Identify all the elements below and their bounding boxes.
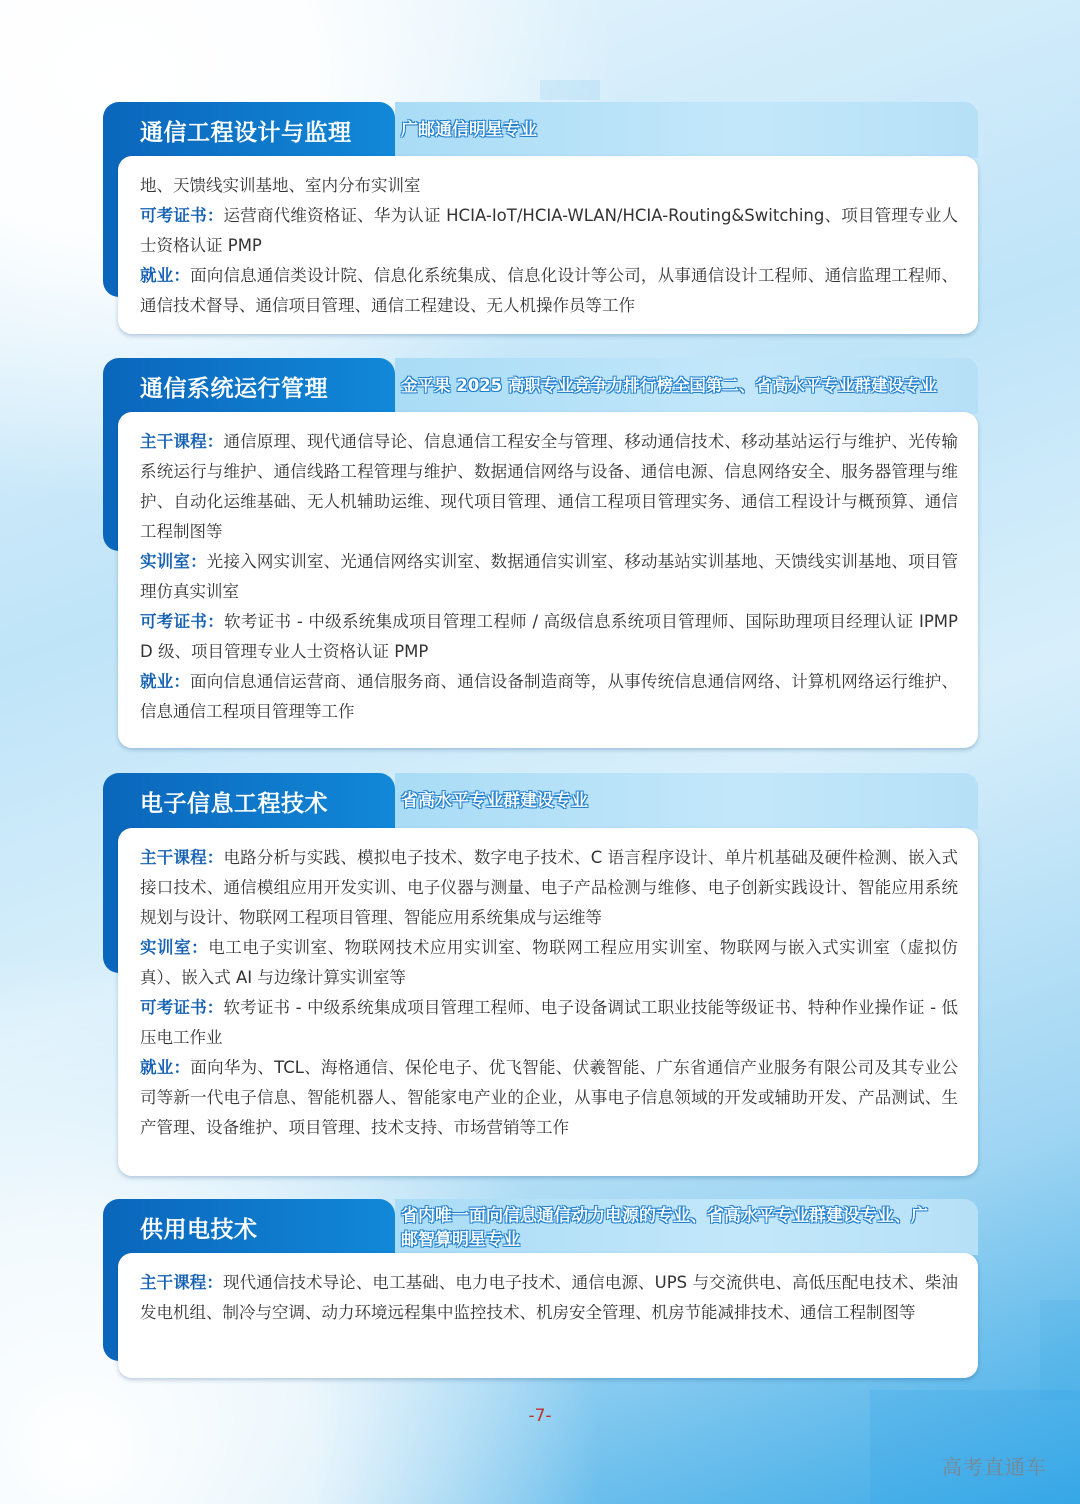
entry-text: 软考证书 - 中级系统集成项目管理工程师、电子设备调试工职业技能等级证书、特种作业操作证 - 低压电工作业 xyxy=(140,998,959,1047)
section-badge: 金平果 2025 高职专业竞争力排行榜全国第二、省高水平专业群建设专业 xyxy=(401,376,937,395)
entry-label: 主干课程： xyxy=(140,848,224,867)
section-badge-banner xyxy=(395,1199,978,1255)
section-card xyxy=(118,412,978,748)
entry-text: 现代通信技术导论、电工基础、电力电子技术、通信电源、UPS 与交流供电、高低压配电技术、柴油发电机组、制冷与空调、动力环境远程集中监控技术、机房安全管理、机房节能减排技术、通信工程制图等 xyxy=(140,1273,959,1322)
section-1 xyxy=(103,358,978,750)
section-badge-banner xyxy=(395,773,978,829)
section-title: 通信系统运行管理 xyxy=(140,376,328,402)
entry-text: 运营商代维资格证、华为认证 HCIA-IoT/HCIA-WLAN/HCIA-Routing&Switching、项目管理专业人士资格认证 PMP xyxy=(140,206,959,255)
watermark: 高考直通车 xyxy=(942,1455,1047,1479)
entry-text: 通信原理、现代通信导论、信息通信工程安全与管理、移动通信技术、移动基站运行与维护、光传输系统运行与维护、通信线路工程管理与维护、数据通信网络与设备、通信电源、信息网络安全、服务器管理与维护、自动化运维基础、无人机辅助运维、现代项目管理、通信工程项目管理实务、通信工程设计与概预算、通信工程制图等 xyxy=(140,432,959,541)
entry xyxy=(140,933,958,993)
section-title: 电子信息工程技术 xyxy=(140,791,328,817)
entry-label: 就业： xyxy=(140,266,191,285)
entry-text: 光接入网实训室、光通信网络实训室、数据通信实训室、移动基站实训基地、天馈线实训基地、项目管理仿真实训室 xyxy=(140,552,959,601)
section-badge: 省高水平专业群建设专业 xyxy=(401,791,588,811)
section-badge: 广邮通信明星专业 xyxy=(401,120,537,140)
section-card xyxy=(118,828,978,1176)
entry-text: 电工电子实训室、物联网技术应用实训室、物联网工程应用实训室、物联网与嵌入式实训室（虚拟仿真）、嵌入式 AI 与边缘计算实训室等 xyxy=(140,938,959,987)
entry: 地、天馈线实训基地、室内分布实训室 xyxy=(140,176,421,195)
entry-text: 软考证书 - 中级系统集成项目管理工程师 / 高级信息系统项目管理师、国际助理项目经理认证 IPMP D 级、项目管理专业人士资格认证 PMP xyxy=(140,612,958,661)
section-badge: 省内唯一面向信息通信动力电源的专业、省高水平专业群建设专业、广邮智算明星专业 xyxy=(401,1206,928,1250)
entry xyxy=(140,843,958,933)
entry xyxy=(140,547,958,607)
entry-label: 可考证书： xyxy=(140,206,224,225)
entry xyxy=(140,993,958,1053)
entry-label: 主干课程： xyxy=(140,1273,224,1292)
entry-text: 面向信息通信类设计院、信息化系统集成、信息化设计等公司，从事通信设计工程师、通信监理工程师、通信技术督导、通信项目管理、通信工程建设、无人机操作员等工作 xyxy=(140,266,958,315)
entry xyxy=(140,1053,958,1143)
entry xyxy=(140,607,958,667)
section-badge-banner xyxy=(395,102,978,158)
entry-text: 电路分析与实践、模拟电子技术、数字电子技术、C 语言程序设计、单片机基础及硬件检测、嵌入式接口技术、通信模组应用开发实训、电子仪器与测量、电子产品检测与维修、电子创新实践设计、智能应用系统规划与设计、物联网工程项目管理、智能应用系统集成与运维等 xyxy=(140,848,958,927)
section-card xyxy=(118,1253,978,1378)
section-0 xyxy=(103,102,978,335)
entry-label: 就业： xyxy=(140,1058,191,1077)
section-2 xyxy=(103,773,978,1178)
entry-label: 实训室： xyxy=(140,552,207,571)
entry xyxy=(140,667,958,727)
entry xyxy=(140,261,958,321)
entry-label: 可考证书： xyxy=(140,612,225,631)
section-title: 供用电技术 xyxy=(140,1217,258,1243)
entry-label: 主干课程： xyxy=(140,432,224,451)
entry xyxy=(140,1268,958,1328)
entry-text: 面向华为、TCL、海格通信、保伦电子、优飞智能、伏羲智能、广东省通信产业服务有限公司及其专业公司等新一代电子信息、智能机器人、智能家电产业的企业，从事电子信息领域的开发或辅助开发、产品测试、生产管理、设备维护、项目管理、技术支持、市场营销等工作 xyxy=(140,1058,959,1137)
section-badge-banner xyxy=(395,358,978,414)
entry-label: 可考证书： xyxy=(140,998,224,1017)
entry-label: 实训室： xyxy=(140,938,209,957)
section-card xyxy=(118,156,978,334)
entry xyxy=(140,201,958,261)
section-3 xyxy=(103,1199,978,1380)
entry xyxy=(140,427,958,547)
entry-text: 面向信息通信运营商、通信服务商、通信设备制造商等，从事传统信息通信网络、计算机网络运行维护、信息通信工程项目管理等工作 xyxy=(140,672,958,721)
section-title: 通信工程设计与监理 xyxy=(140,120,352,146)
page-number: -7- xyxy=(528,1406,552,1426)
entry-label: 就业： xyxy=(140,672,191,691)
